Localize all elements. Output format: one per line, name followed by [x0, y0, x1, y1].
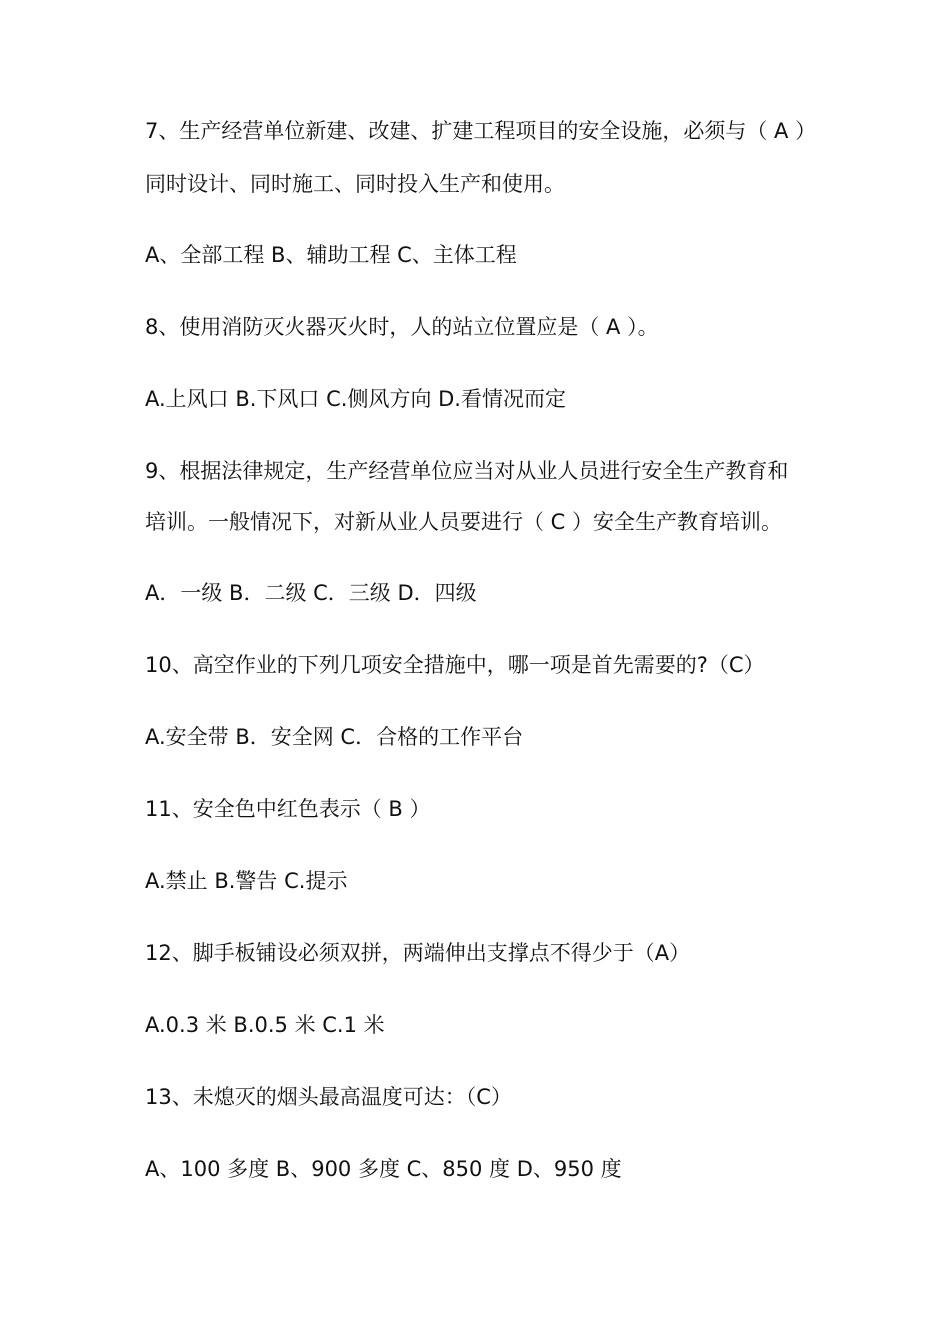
question-7-line-2: 同时设计、同时施工、同时投入生产和使用。 — [145, 172, 565, 196]
question-8: 8、使用消防灭火器灭火时，人的站立位置应是（ A ）。 — [145, 315, 659, 339]
question-11: 11、安全色中红色表示（ B ） — [145, 797, 431, 821]
question-9-line-2: 培训。一般情况下，对新从业人员要进行（ C ）安全生产教育培训。 — [145, 510, 783, 534]
question-10: 10、高空作业的下列几项安全措施中，哪一项是首先需要的?（C） — [145, 653, 765, 677]
question-13-options: A、100 多度 B、900 多度 C、850 度 D、950 度 — [145, 1157, 622, 1181]
question-7-line-1: 7、生产经营单位新建、改建、扩建工程项目的安全设施，必须与（ A ） — [145, 119, 817, 143]
question-11-options: A.禁止 B.警告 C.提示 — [145, 869, 348, 893]
question-13: 13、未熄灭的烟头最高温度可达：（C） — [145, 1085, 512, 1109]
question-9-line-1: 9、根据法律规定，生产经营单位应当对从业人员进行安全生产教育和 — [145, 459, 789, 483]
question-12-options: A.0.3 米 B.0.5 米 C.1 米 — [145, 1013, 385, 1037]
question-10-options: A.安全带 B．安全网 C．合格的工作平台 — [145, 725, 524, 749]
question-12: 12、脚手板铺设必须双拼，两端伸出支撑点不得少于（A） — [145, 941, 691, 965]
question-8-options: A.上风口 B.下风口 C.侧风方向 D.看情况而定 — [145, 387, 566, 411]
question-9-options: A．一级 B．二级 C．三级 D．四级 — [145, 581, 477, 605]
question-7-options: A、全部工程 B、辅助工程 C、主体工程 — [145, 243, 517, 267]
